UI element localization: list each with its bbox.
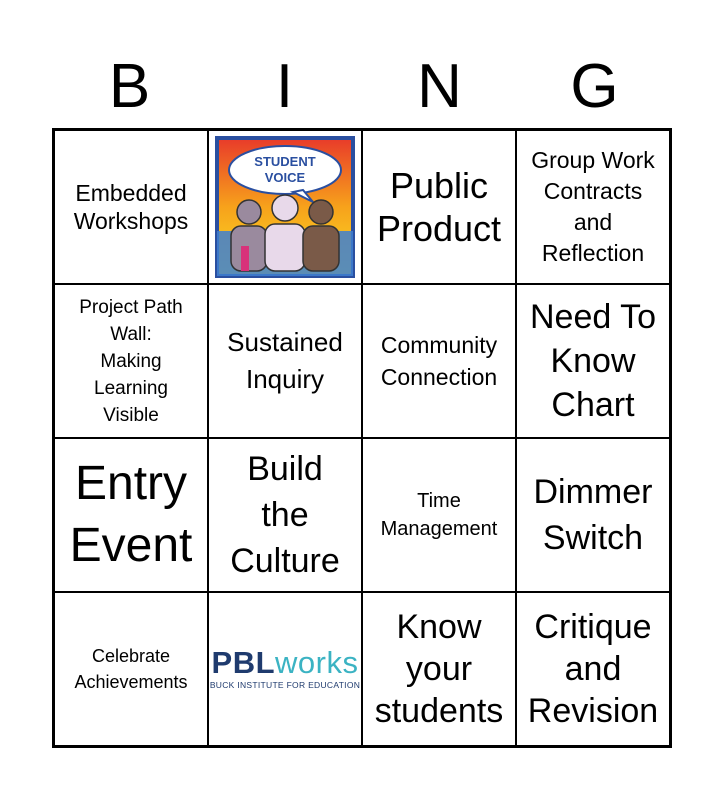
logo-works: works [275,645,359,680]
cell-text: Build the Culture [230,450,340,580]
header-letter-g: G [570,52,619,121]
logo-pbl: PBL [211,645,276,680]
bingo-cell[interactable] [54,592,208,746]
cell-text: Critique and Revision [527,608,659,730]
bingo-card [52,128,672,748]
bingo-cell[interactable] [516,284,670,438]
bingo-cell[interactable] [208,284,362,438]
cell-text: Celebrate Achievements [74,646,188,692]
cell-text: Embedded Workshops [73,180,189,234]
student-voice-image-cell[interactable] [208,130,362,284]
student-voice-image [215,136,355,278]
cell-text: Group Work Contracts and Reflection [531,147,655,266]
bingo-cell[interactable] [208,438,362,592]
cell-text: Entry Event [69,457,193,572]
svg-text:VOICE: VOICE [264,170,306,185]
cell-text: Know your students [374,608,504,730]
bingo-cell[interactable] [362,592,516,746]
cell-text: Sustained Inquiry [227,327,343,394]
cell-text: Time Management [380,490,498,540]
bingo-cell[interactable] [54,284,208,438]
cell-text: Community Connection [380,332,498,390]
bingo-cell[interactable] [362,130,516,284]
svg-text:STUDENT: STUDENT [254,154,316,169]
bingo-cell[interactable] [54,130,208,284]
cell-text: Public Product [376,165,502,249]
cell-text: Dimmer Switch [533,473,653,557]
logo-tagline: BUCK INSTITUTE FOR EDUCATION [209,680,361,690]
header-letter-i: I [275,52,294,121]
cell-text: Project Path Wall: Making Learning Visible [79,296,183,426]
cell-text: Need To Know Chart [529,298,657,424]
bingo-cell[interactable] [54,438,208,592]
pblworks-logo [210,647,360,691]
bingo-cell[interactable] [362,438,516,592]
bingo-cell[interactable] [362,284,516,438]
bingo-cell[interactable] [516,438,670,592]
bingo-cell[interactable] [516,592,670,746]
bingo-header [52,52,672,122]
header-letter-n: N [417,52,462,121]
header-letter-b: B [108,52,151,121]
bingo-cell[interactable] [516,130,670,284]
pblworks-logo-cell[interactable] [208,592,362,746]
